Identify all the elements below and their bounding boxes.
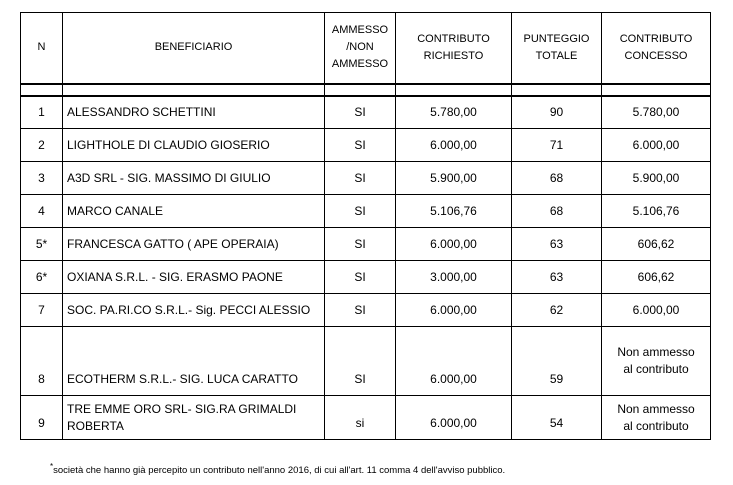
cell-richiesto: 6.000,00 [396,396,512,440]
table-row [21,195,711,228]
header-separator [21,84,711,96]
cell-beneficiario: OXIANA S.R.L. - SIG. ERASMO PAONE [63,261,325,294]
cell-richiesto: 3.000,00 [396,261,512,294]
cell-ammesso: SI [325,228,396,261]
cell-richiesto: 5.900,00 [396,162,512,195]
cell-ammesso: SI [325,294,396,327]
cell-richiesto: 6.000,00 [396,129,512,162]
cell-n: 1 [21,96,63,129]
cell-n: 5* [21,228,63,261]
cell-ammesso: SI [325,162,396,195]
col-header-punteggio: PUNTEGGIO TOTALE [512,13,602,84]
cell-n: 7 [21,294,63,327]
beneficiary-table [20,12,711,440]
footnote [50,461,505,477]
cell-punteggio: 59 [512,327,602,396]
col-header-beneficiario: BENEFICIARIO [63,13,325,84]
cell-ammesso: SI [325,261,396,294]
cell-n: 4 [21,195,63,228]
cell-beneficiario: ALESSANDRO SCHETTINI [63,96,325,129]
cell-richiesto: 5.780,00 [396,96,512,129]
cell-beneficiario: SOC. PA.RI.CO S.R.L.- Sig. PECCI ALESSIO [63,294,325,327]
cell-n: 8 [21,327,63,396]
cell-concesso: Non ammesso al contributo [602,396,711,440]
cell-concesso: 606,62 [602,228,711,261]
cell-concesso: 5.106,76 [602,195,711,228]
cell-n: 3 [21,162,63,195]
cell-n: 9 [21,396,63,440]
cell-richiesto: 6.000,00 [396,228,512,261]
col-header-contributo-concesso: CONTRIBUTO CONCESSO [602,13,711,84]
cell-richiesto: 6.000,00 [396,294,512,327]
cell-beneficiario: A3D SRL - SIG. MASSIMO DI GIULIO [63,162,325,195]
cell-concesso: 6.000,00 [602,129,711,162]
table-row [21,327,711,396]
col-header-n: N [21,13,63,84]
table-row [21,96,711,129]
cell-punteggio: 71 [512,129,602,162]
cell-richiesto: 6.000,00 [396,327,512,396]
cell-punteggio: 54 [512,396,602,440]
cell-punteggio: 68 [512,195,602,228]
table-row [21,228,711,261]
cell-ammesso: SI [325,327,396,396]
cell-beneficiario: MARCO CANALE [63,195,325,228]
table-row [21,129,711,162]
table-row [21,162,711,195]
cell-n: 2 [21,129,63,162]
cell-concesso: 606,62 [602,261,711,294]
cell-beneficiario: ECOTHERM S.R.L.- SIG. LUCA CARATTO [63,327,325,396]
cell-ammesso: si [325,396,396,440]
cell-beneficiario: FRANCESCA GATTO ( APE OPERAIA) [63,228,325,261]
col-header-ammesso: AMMESSO /NON AMMESSO [325,13,396,84]
cell-concesso: Non ammesso al contributo [602,327,711,396]
cell-punteggio: 90 [512,96,602,129]
cell-concesso: 5.900,00 [602,162,711,195]
cell-beneficiario: TRE EMME ORO SRL- SIG.RA GRIMALDI ROBERTA [63,396,325,440]
cell-punteggio: 63 [512,228,602,261]
table-row [21,294,711,327]
footnote-text: società che hanno già percepito un contributo nell'anno 2016, di cui all'art. 11 comma 4 dell'avviso pubblico. [53,465,506,477]
cell-punteggio: 68 [512,162,602,195]
cell-ammesso: SI [325,96,396,129]
cell-punteggio: 62 [512,294,602,327]
table-row [21,396,711,440]
cell-punteggio: 63 [512,261,602,294]
cell-concesso: 6.000,00 [602,294,711,327]
cell-n: 6* [21,261,63,294]
cell-beneficiario: LIGHTHOLE DI CLAUDIO GIOSERIO [63,129,325,162]
cell-concesso: 5.780,00 [602,96,711,129]
table-row [21,261,711,294]
footnote-mark: * [50,462,54,471]
cell-ammesso: SI [325,195,396,228]
cell-richiesto: 5.106,76 [396,195,512,228]
cell-ammesso: SI [325,129,396,162]
header-row [21,13,711,84]
col-header-contributo-richiesto: CONTRIBUTO RICHIESTO [396,13,512,84]
